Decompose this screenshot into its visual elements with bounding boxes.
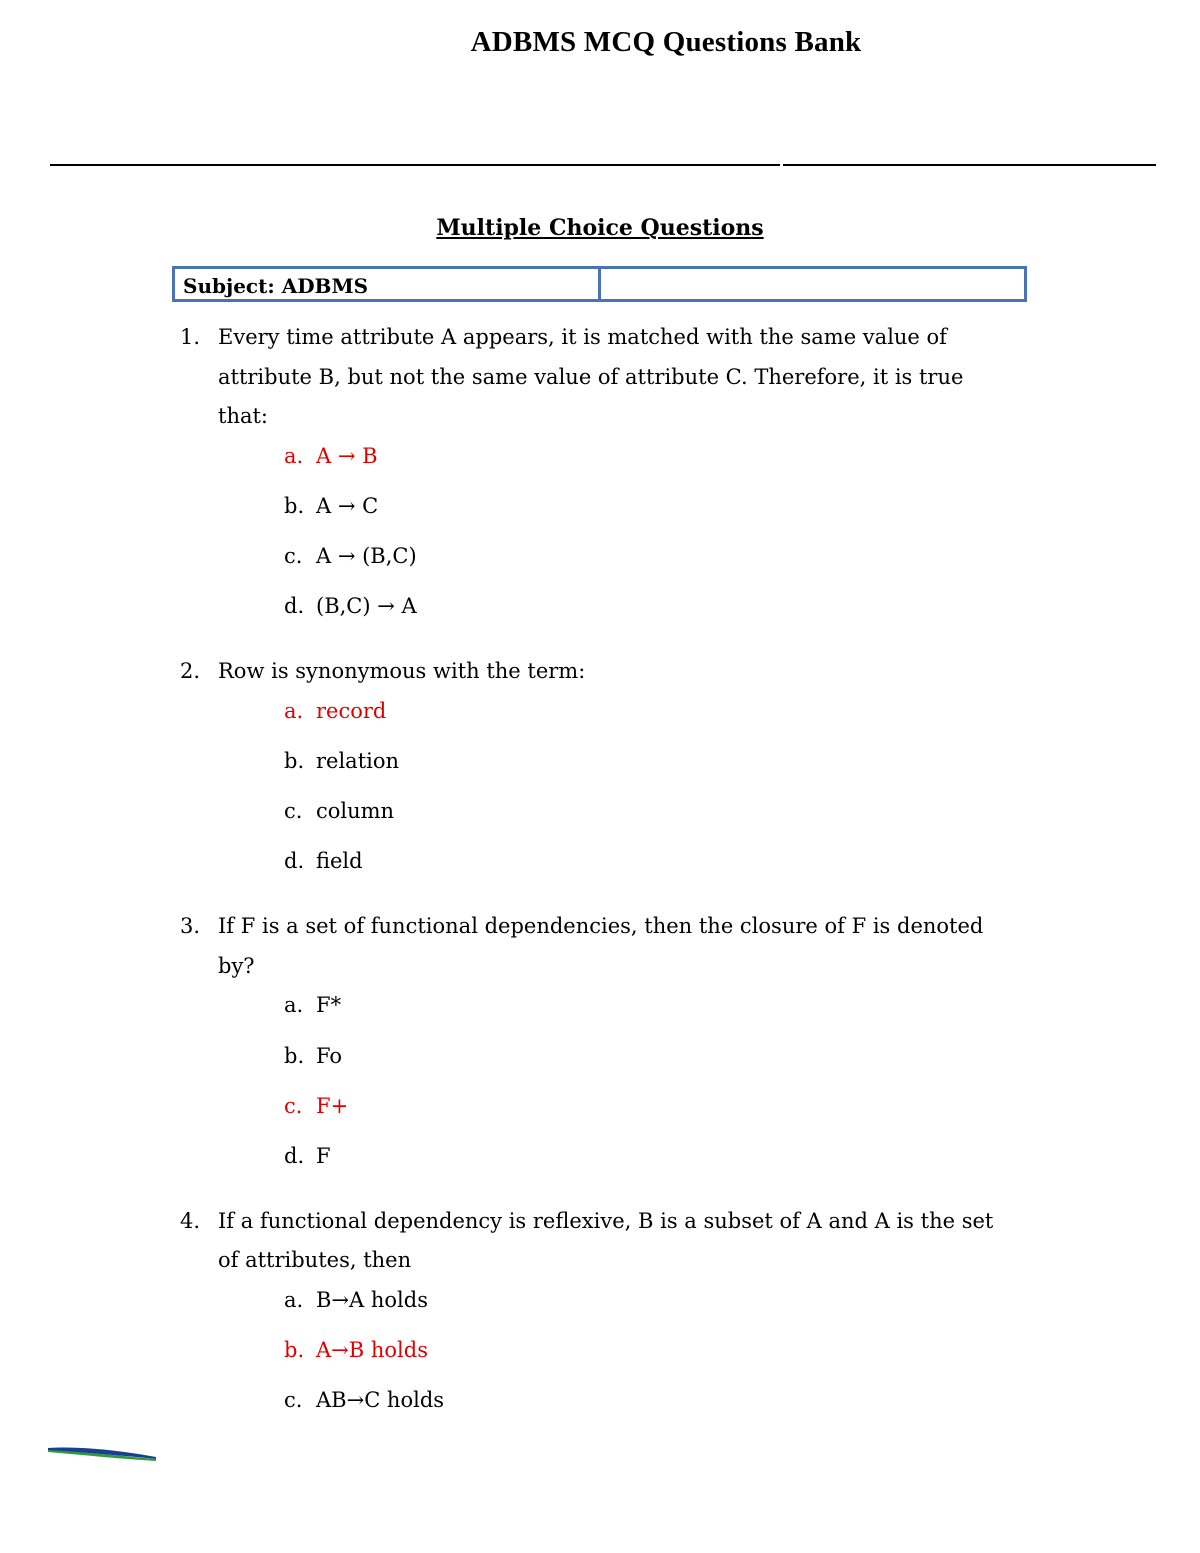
option-text: B→A holds (316, 1287, 428, 1312)
question-row (180, 907, 1020, 986)
option-letter: c. (284, 544, 303, 568)
option-letter: a. (284, 443, 304, 468)
header-divider-gap (780, 163, 783, 168)
question-number: 3. (180, 914, 201, 938)
question-text: Row is synonymous with the term: (218, 659, 586, 683)
option (284, 581, 1020, 631)
option-letter: d. (284, 849, 305, 873)
option-text: (B,C) → A (316, 594, 417, 618)
option-text: A → C (316, 494, 379, 518)
option-text: F* (316, 993, 342, 1017)
question-item (180, 652, 1020, 886)
option (284, 786, 1020, 836)
option-text: field (316, 849, 363, 873)
option-letter: b. (284, 494, 305, 518)
option-letter: a. (284, 993, 304, 1017)
option-text: F (316, 1143, 331, 1168)
option-list (180, 1281, 1020, 1426)
header-divider (50, 164, 1156, 166)
option (284, 1031, 1020, 1081)
question-row (180, 652, 1020, 692)
option-letter: c. (284, 1388, 303, 1412)
option-correct (284, 692, 1020, 732)
option-list (180, 437, 1020, 632)
logo-swoosh-icon (48, 1440, 158, 1466)
option (284, 736, 1020, 786)
question-number: 4. (180, 1208, 201, 1233)
option-text: record (316, 698, 387, 723)
question-item (180, 907, 1020, 1181)
option-letter: b. (284, 749, 305, 773)
option-list (180, 986, 1020, 1181)
option-correct (284, 1081, 1020, 1131)
question-number: 1. (180, 325, 201, 349)
option (284, 1375, 1020, 1425)
option-correct (284, 1325, 1020, 1375)
option-text: AB→C holds (316, 1388, 445, 1412)
option (284, 481, 1020, 531)
subject-table (172, 266, 1027, 302)
option-letter: c. (284, 799, 303, 823)
option-text: column (316, 799, 395, 823)
option-letter: c. (284, 1093, 303, 1118)
option-text: A → B (316, 443, 378, 468)
option-text: Fo (316, 1043, 343, 1068)
option-text: A→B holds (316, 1338, 428, 1362)
question-text: Every time attribute A appears, it is matched with the same value of attribute B, but not the same value of attribute C. Therefore, it is true that: (218, 325, 964, 428)
question-item (180, 318, 1020, 631)
question-row (180, 1202, 1020, 1281)
option-letter: b. (284, 1338, 305, 1362)
option (284, 531, 1020, 581)
question-text: If F is a set of functional dependencies, then the closure of F is denoted by? (218, 914, 984, 978)
option-letter: d. (284, 594, 305, 618)
section-title: Multiple Choice Questions (436, 215, 764, 241)
option-letter: b. (284, 1043, 305, 1068)
option (284, 1281, 1020, 1321)
document-title: ADBMS MCQ Questions Bank (470, 26, 862, 58)
subject-label: Subject: ADBMS (183, 274, 369, 298)
option-text: relation (316, 749, 400, 773)
option (284, 836, 1020, 886)
option-text: A → (B,C) (316, 544, 417, 568)
option (284, 986, 1020, 1026)
question-item (180, 1202, 1020, 1426)
question-row (180, 318, 1020, 437)
option-correct (284, 437, 1020, 477)
question-list (180, 318, 1020, 1446)
option (284, 1131, 1020, 1181)
question-text: If a functional dependency is reflexive, B is a subset of A and A is the set of attributes, then (218, 1208, 994, 1272)
option-letter: d. (284, 1143, 305, 1168)
subject-empty-cell (598, 269, 1024, 299)
option-list (180, 692, 1020, 887)
option-letter: a. (284, 1287, 304, 1312)
question-number: 2. (180, 659, 201, 683)
option-text: F+ (316, 1093, 349, 1118)
option-letter: a. (284, 698, 304, 723)
